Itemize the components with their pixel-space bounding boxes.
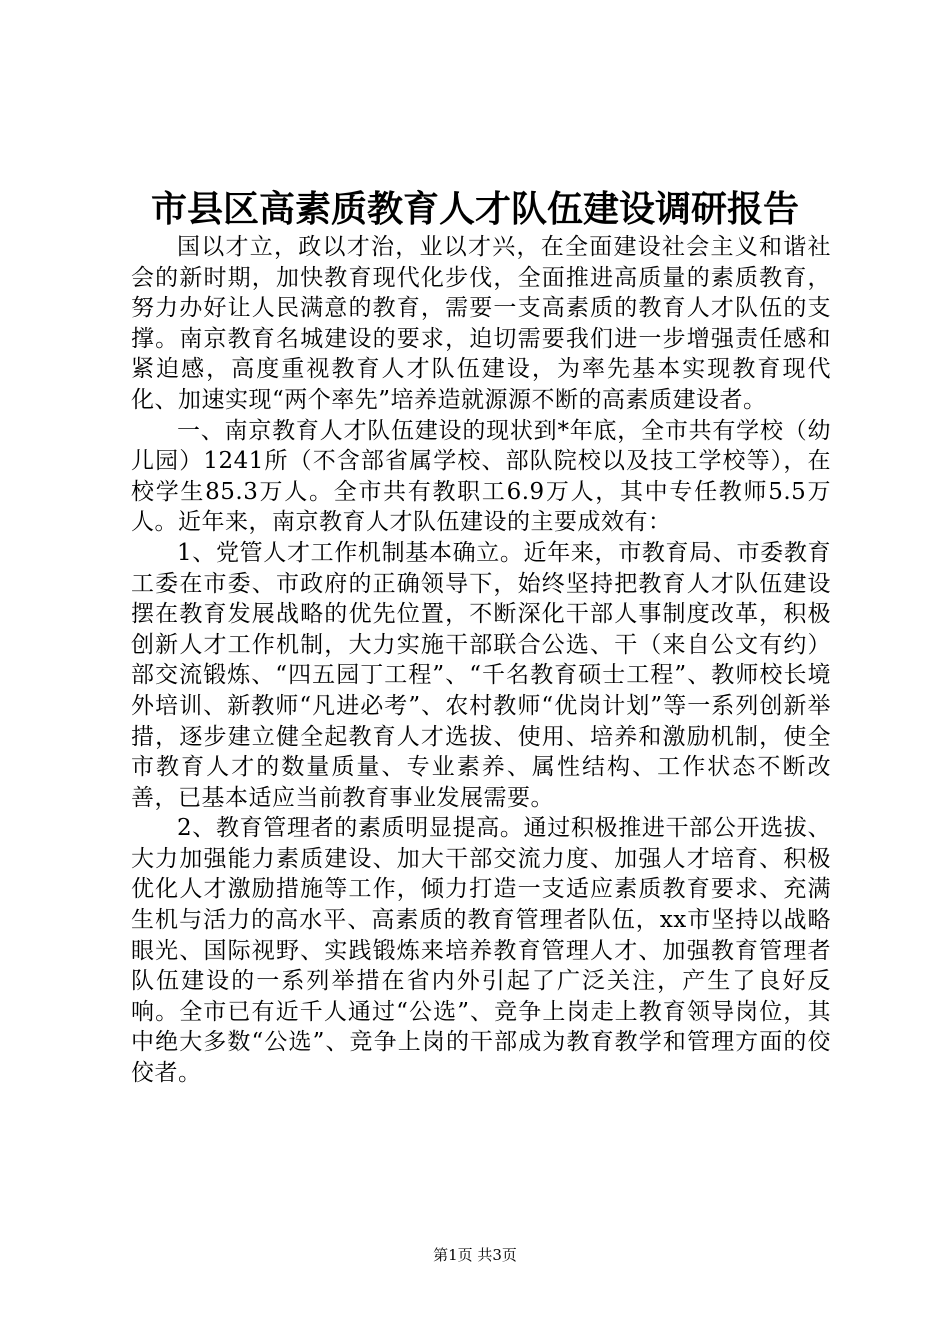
document-title: 市县区高素质教育人才队伍建设调研报告 [150,188,799,230]
document-body [131,232,831,1089]
paragraph-item-2: 2、教育管理者的素质明显提高。通过积极推进干部公开选拔、大力加强能力素质建设、加大干部交流力度、加强人才培育、积极优化人才激励措施等工作，倾力打造一支适应素质教育要求、充满生机与活力的高水平、高素质的教育管理者队伍，xx市坚持以战略眼光、国际视野、实践锻炼来培养教育管理人才、加强教育管理者队伍建设的一系列举措在省内外引起了广泛关注，产生了良好反响。全市已有近千人通过“公选”、竞争上岗走上教育领导岗位，其中绝大多数“公选”、竞争上岗的干部成为教育教学和管理方面的佼佼者。 [131,815,831,1087]
paragraph-section-1: 一、南京教育人才队伍建设的现状到*年底，全市共有学校（幼儿园）1241所（不含部省属学校、部队院校以及技工学校等），在校学生85.3万人。全市共有教职工6.9万人，其中专任教师5.5万人。近年来，南京教育人才队伍建设的主要成效有： [131,417,831,536]
paragraph-intro: 国以才立，政以才治，业以才兴，在全面建设社会主义和谐社会的新时期，加快教育现代化步伐，全面推进高质量的素质教育，努力办好让人民满意的教育，需要一支高素质的教育人才队伍的支撑。南京教育名城建设的要求，迫切需要我们进一步增强责任感和紧迫感，高度重视教育人才队伍建设，为率先基本实现教育现代化、加速实现“两个率先”培养造就源源不断的高素质建设者。 [131,234,831,413]
paragraph-item-1: 1、党管人才工作机制基本确立。近年来，市教育局、市委教育工委在市委、市政府的正确领导下，始终坚持把教育人才队伍建设摆在教育发展战略的优先位置，不断深化干部人事制度改革，积极创新人才工作机制，大力实施干部联合公选、干（来自公文有约）部交流锻炼、“四五园丁工程”、“千名教育硕士工程”、教师校长境外培训、新教师“凡进必考”、农村教师“优岗计划”等一系列创新举措，逐步建立健全起教育人才选拔、使用、培养和激励机制，使全市教育人才的数量质量、专业素养、属性结构、工作状态不断改善，已基本适应当前教育事业发展需要。 [131,539,831,811]
page-number-footer: 第1页 共3页 [433,1246,517,1264]
